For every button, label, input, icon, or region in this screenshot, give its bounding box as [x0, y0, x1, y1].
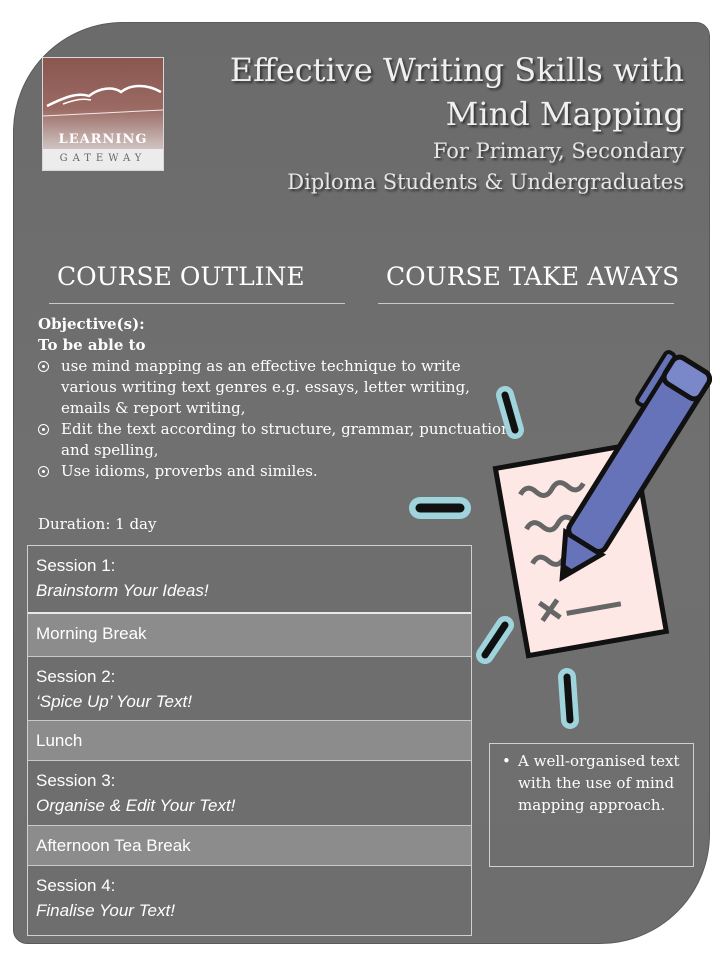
break-title: Afternoon Tea Break [36, 836, 191, 855]
target-bullet-icon [38, 424, 49, 435]
takeaways-list [500, 750, 685, 816]
takeaways-divider [378, 303, 674, 304]
subtitle-line-1: For Primary, Secondary [432, 139, 684, 163]
takeaways-box [489, 743, 694, 867]
session-title: Session 2: [36, 667, 116, 686]
schedule-row-session-4 [28, 866, 471, 935]
break-title: Morning Break [36, 624, 147, 643]
objective-text: use mind mapping as an effective technique to write various writing text genres e.g. essays, letter writing, emails & report writing, [61, 357, 470, 417]
duration-text: Duration: 1 day [38, 515, 157, 533]
schedule-row-session-3 [28, 761, 471, 826]
session-title: Session 3: [36, 771, 116, 790]
objective-text: Use idioms, proverbs and similes. [61, 462, 318, 480]
schedule-row-afternoon-break [28, 826, 471, 866]
takeaway-item: • A well-organised text with the use of mind mapping approach. [518, 750, 685, 816]
break-title: Lunch [36, 731, 83, 750]
session-subtitle: Organise & Edit Your Text! [36, 796, 236, 815]
course-takeaways-heading: COURSE TAKE AWAYS [386, 262, 680, 291]
outline-divider [49, 303, 345, 304]
objective-text: Edit the text according to structure, grammar, punctuation and spelling, [61, 420, 511, 459]
writing-clipart-icon [405, 325, 715, 745]
objectives-intro: To be able to [38, 336, 146, 354]
session-subtitle: ‘Spice Up’ Your Text! [36, 692, 192, 711]
learning-gateway-logo [42, 57, 164, 171]
session-subtitle: Finalise Your Text! [36, 901, 175, 920]
subtitle-line-2: Diploma Students & Undergraduates [287, 170, 684, 194]
title-line-1: Effective Writing Skills with [229, 51, 684, 89]
session-title: Session 1: [36, 556, 116, 575]
target-bullet-icon [38, 466, 49, 477]
course-outline-heading: COURSE OUTLINE [57, 262, 305, 291]
objectives-label: Objective(s): [38, 315, 145, 333]
session-title: Session 4: [36, 876, 116, 895]
flyer-title [230, 48, 684, 198]
logo-word-learning: LEARNING [58, 132, 148, 147]
title-line-2: Mind Mapping [445, 95, 684, 133]
logo-word-gateway: GATEWAY [43, 149, 163, 169]
target-bullet-icon [38, 361, 49, 372]
session-subtitle: Brainstorm Your Ideas! [36, 581, 209, 600]
